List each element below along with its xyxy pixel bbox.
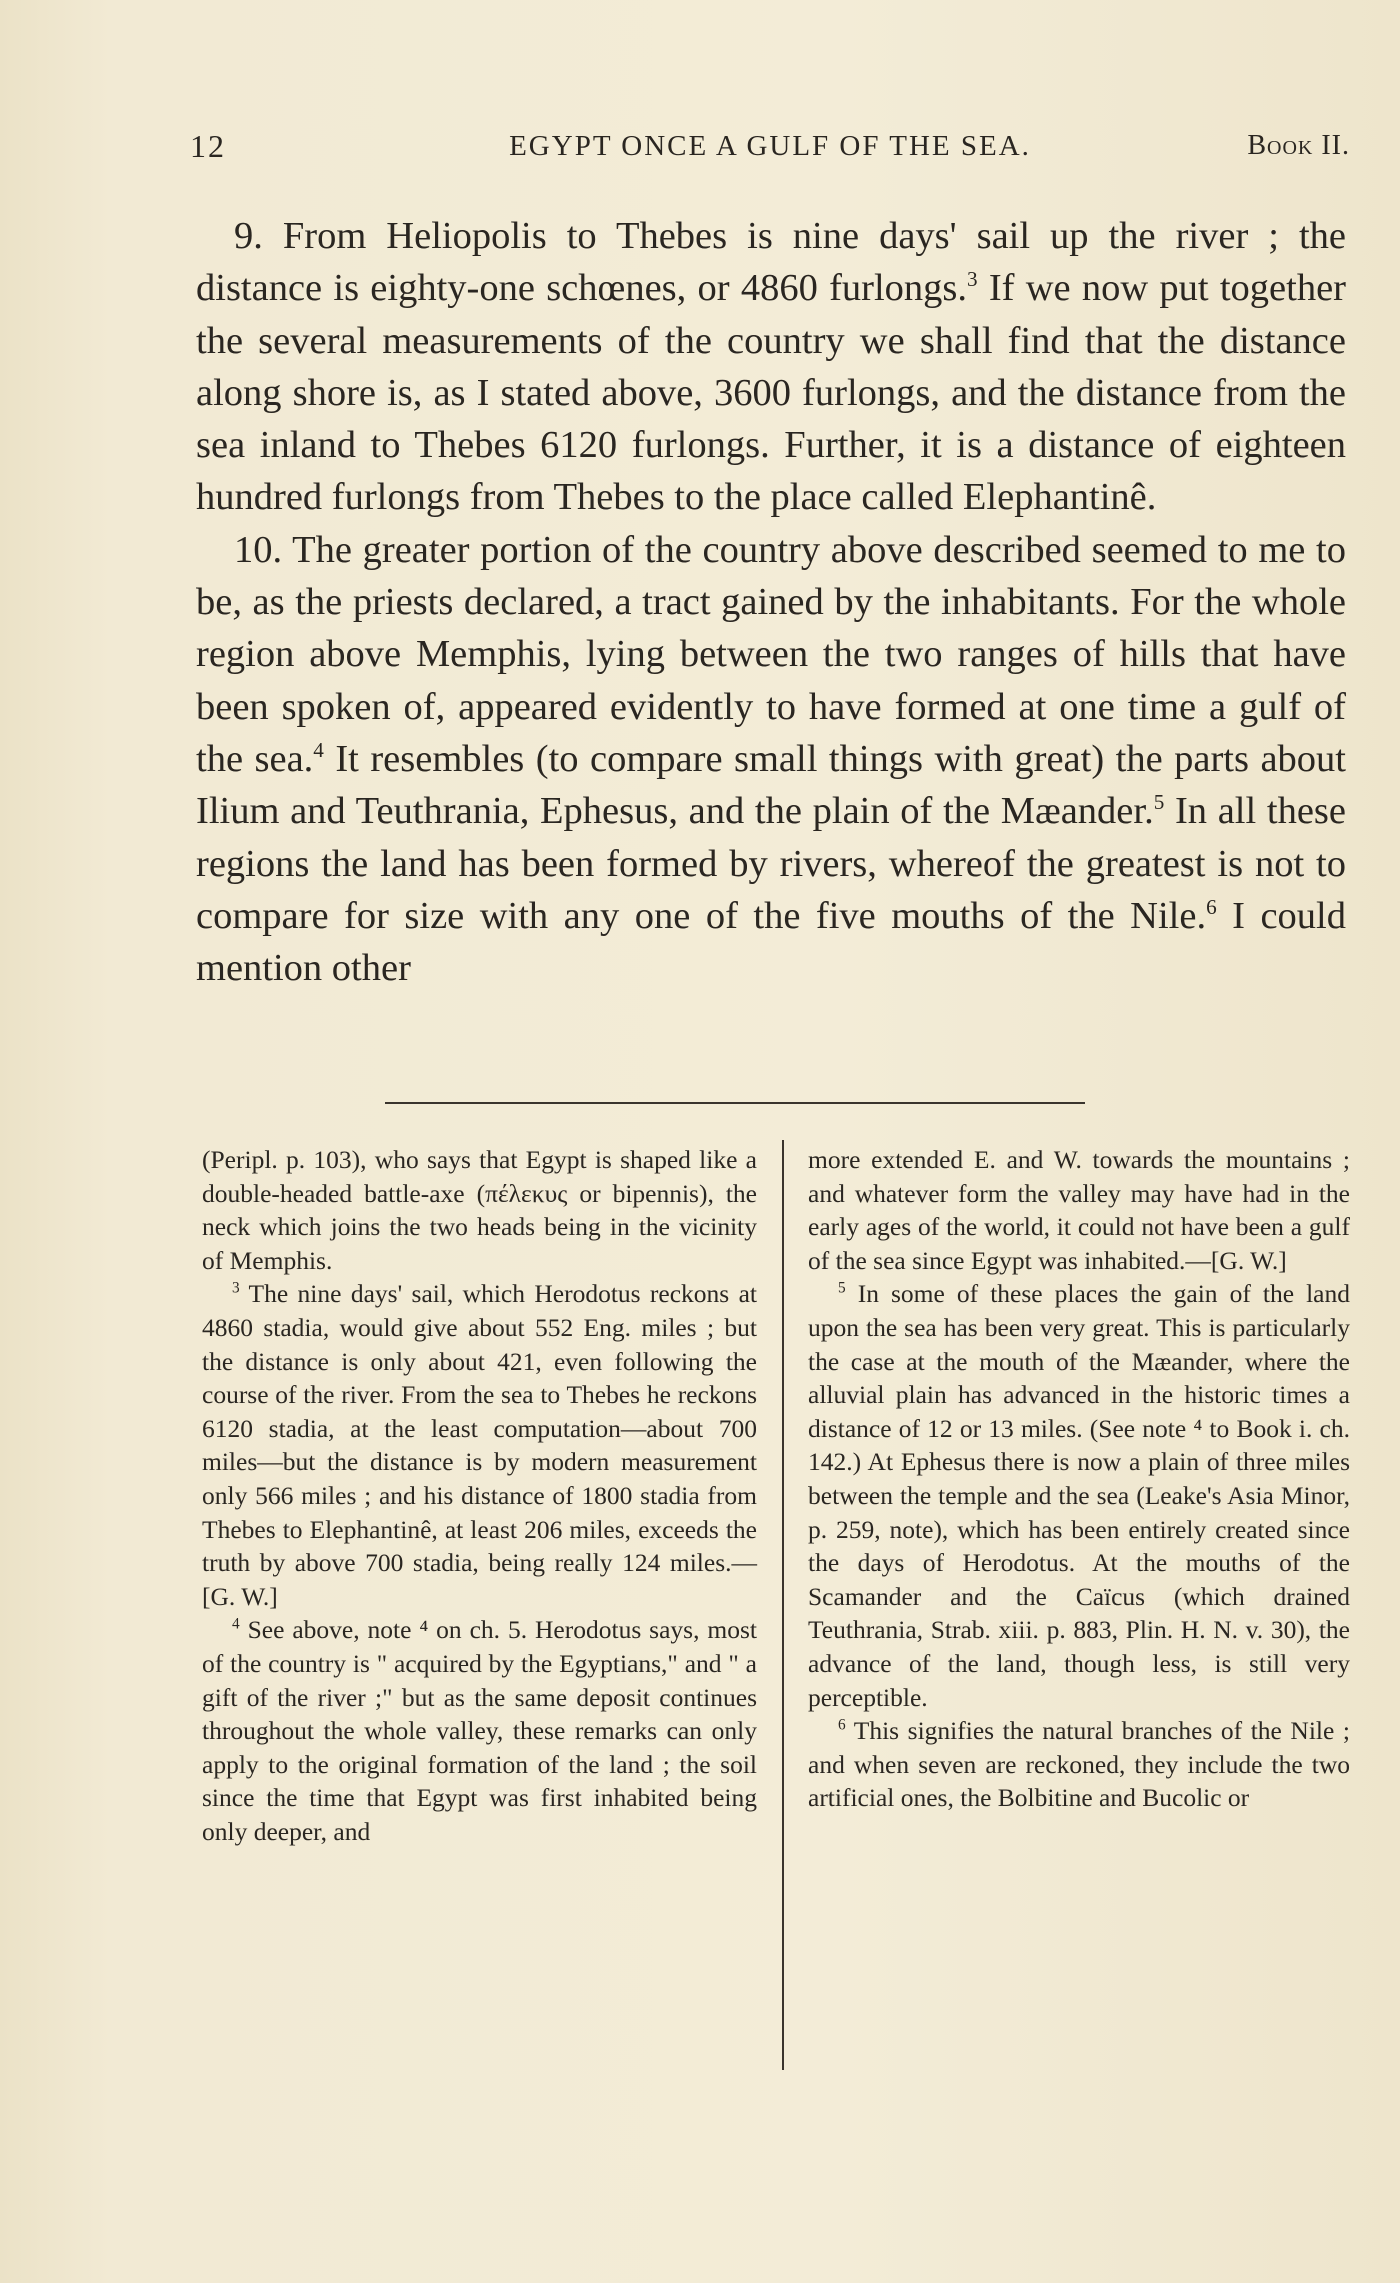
footnote-reference: 4 — [313, 738, 324, 763]
footnote-text: This signifies the natural branches of the Nile ; and when seven are reckoned, they include the two artificial ones, the Bolbitine and Bucolic or — [808, 1716, 1350, 1813]
page-header — [190, 128, 1350, 178]
paragraph-text: It resembles (to compare small things with great) the parts about Ilium and Teuthrania, Ephesus, and the plain of the Mæander. — [196, 737, 1346, 833]
paragraph-text: If we now put together the several measurements of the country we shall find that the distance along shore is, as I stated above, 3600 furlongs, and the distance from the sea inland to Thebes 6120 furlongs. Further, it is a distance of eighteen hundred furlongs from Thebes to the place called Elephantinê. — [196, 267, 1346, 519]
paragraph-9 — [196, 210, 1346, 524]
page-number: 12 — [190, 128, 226, 164]
footnote-separator — [385, 1102, 1085, 1104]
footnote-continuation: more extended E. and W. towards the mountains ; and whatever form the valley may have had in the early ages of the world, it could not have been a gulf of the sea since Egypt was inhabited.—[G. W.] — [808, 1145, 1350, 1275]
paragraph-text: 10. The greater portion of the country above described seemed to me to be, as the priests declared, a tract gained by the inhabitants. For the whole region above Memphis, lying between the two ranges of hills that have been spoken of, appeared evidently to have formed at one time a gulf of the sea. — [196, 528, 1346, 780]
footnote-4 — [202, 1613, 757, 1848]
paragraph-text: In all these regions the land has been formed by rivers, whereof the greatest is not to compare for size with any one of the five mouths of the Nile. — [196, 790, 1346, 937]
main-text — [196, 210, 1346, 994]
footnote-reference: 5 — [1153, 790, 1165, 815]
footnote-mark: 3 — [232, 1279, 240, 1297]
footnote-mark: 5 — [838, 1279, 846, 1297]
footnote-reference: 3 — [967, 267, 978, 292]
footnote-text: See above, note ⁴ on ch. 5. Herodotus says, most of the country is " acquired by the Egyptians," and " a gift of the river ;" but as the same deposit continues throughout the whole valley, these remarks can only apply to the original formation of the land ; the soil since the time that Egypt was first inhabited being only deeper, and — [202, 1615, 757, 1846]
footnote-continuation: (Peripl. p. 103), who says that Egypt is shaped like a double-headed battle-axe (πέλεκυς or bipennis), the neck which joins the two heads being in the vicinity of Memphis. — [202, 1145, 757, 1275]
footnote-6 — [808, 1714, 1350, 1815]
footnote-mark: 6 — [838, 1716, 846, 1734]
footnote-mark: 4 — [232, 1615, 240, 1633]
footnote-text: In some of these places the gain of the land upon the sea has been very great. This is particularly the case at the mouth of the Mæander, where the alluvial plain has advanced in the historic times a distance of 12 or 13 miles. (See note ⁴ to Book i. ch. 142.) At Ephesus there is now a plain of three miles between the temple and the sea (Leake's Asia Minor, p. 259, note), which has been entirely created since the days of Herodotus. At the mouths of the Scamander and the Caïcus (which drained Teuthrania, Strab. xiii. p. 883, Plin. H. N. v. 30), the advance of the land, though less, is still very perceptible. — [808, 1279, 1350, 1712]
book-label: Book II. — [1247, 130, 1350, 161]
footnote-text: The nine days' sail, which Herodotus reckons at 4860 stadia, would give about 552 Eng. miles ; but the distance is only about 421, even following the course of the river. From the sea to Thebes he reckons 6120 stadia, at the least computation—about 700 miles—but the distance is by modern measurement only 566 miles ; and his distance of 1800 stadia from Thebes to Elephantinê, at least 206 miles, exceeds the truth by above 700 stadia, being really 124 miles.—[G. W.] — [202, 1279, 757, 1611]
footnotes-right-column — [808, 1143, 1350, 1815]
footnote-3 — [202, 1277, 757, 1613]
footnote-reference: 6 — [1206, 895, 1217, 920]
column-divider — [782, 1140, 784, 2070]
paragraph-10 — [196, 524, 1346, 995]
footnotes-left-column — [202, 1143, 757, 1848]
paragraph-text: 9. From Heliopolis to Thebes is nine days' sail up the river ; the distance is eighty-one schœnes, or 4860 furlongs. — [196, 215, 1346, 310]
footnote-5 — [808, 1277, 1350, 1714]
paragraph-text: I could mention other — [196, 894, 1346, 990]
running-title: EGYPT ONCE A GULF OF THE SEA. — [509, 130, 1031, 162]
